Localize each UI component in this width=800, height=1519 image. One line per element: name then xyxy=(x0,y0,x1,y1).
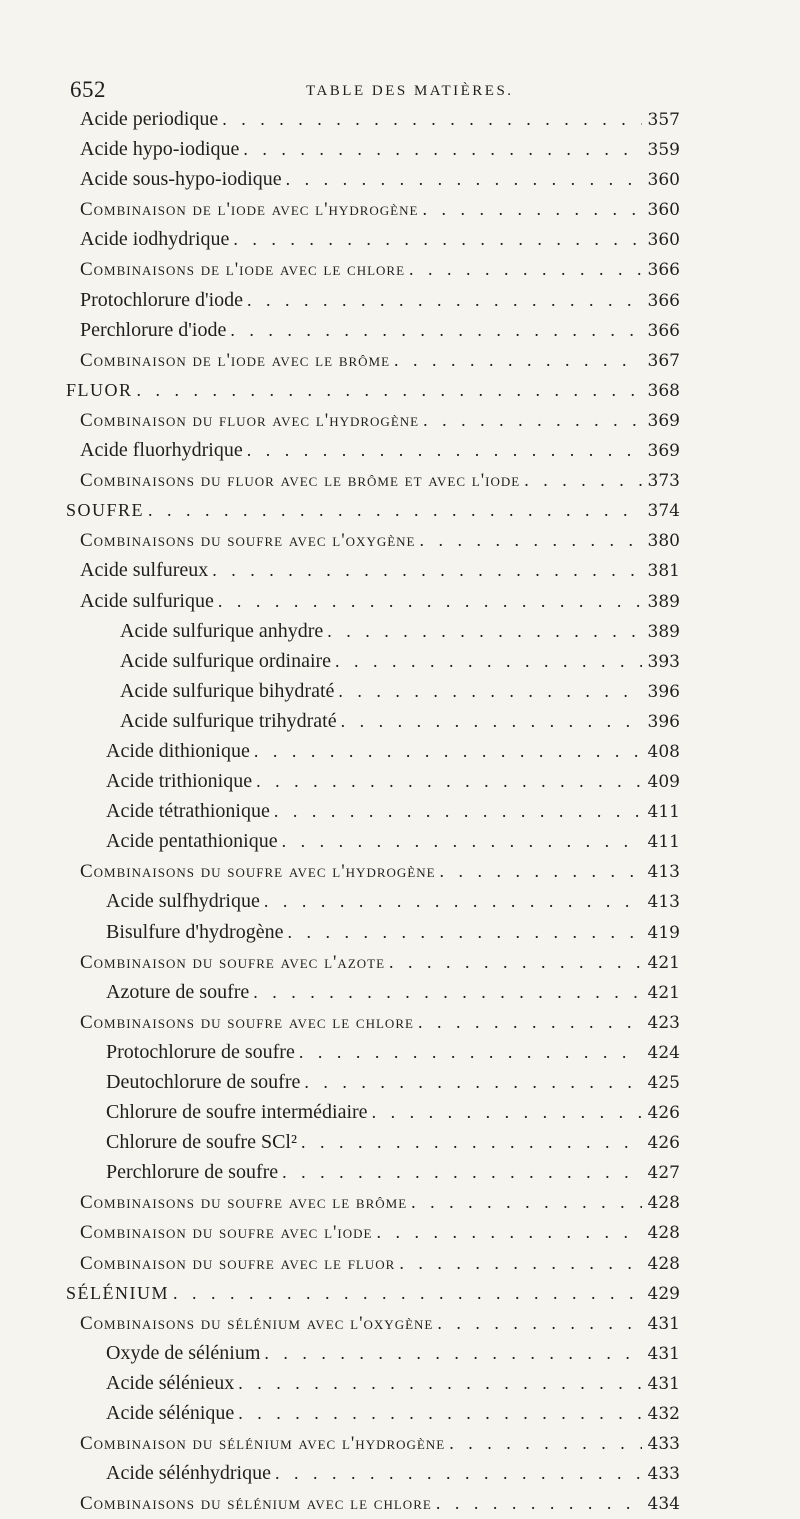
toc-entry-label: Protochlorure de soufre xyxy=(106,1040,295,1063)
toc-entry xyxy=(66,856,680,886)
toc-entry-page: 433 xyxy=(647,1464,680,1485)
toc-entry-label: Combinaisons de l'iode avec le chlore xyxy=(80,259,406,281)
toc-entry-page: 434 xyxy=(647,1494,680,1515)
toc-entry xyxy=(66,525,680,555)
dot-leader xyxy=(247,435,642,465)
toc-entry-page: 373 xyxy=(647,471,680,492)
toc-entry-page: 413 xyxy=(647,892,680,913)
toc-entry-label: Combinaisons du fluor avec le brôme et avec l'iode xyxy=(80,470,521,492)
toc-entry-page: 367 xyxy=(647,350,680,371)
dot-leader xyxy=(137,375,642,405)
toc-entry xyxy=(66,345,680,375)
dot-leader xyxy=(264,886,642,916)
toc-entry xyxy=(66,1338,680,1368)
dot-leader xyxy=(286,164,642,194)
toc-entry-page: 411 xyxy=(647,802,680,823)
toc-entry-label: Acide sélénieux xyxy=(106,1371,235,1394)
toc-entry-page: 433 xyxy=(647,1434,680,1455)
toc-entry-page: 421 xyxy=(647,952,680,973)
dot-leader xyxy=(222,104,641,134)
toc-entry xyxy=(66,1067,680,1097)
toc-entry-label: Combinaisons du soufre avec l'oxygène xyxy=(80,530,416,552)
dot-leader xyxy=(409,254,642,284)
toc-entry-page: 428 xyxy=(647,1193,680,1214)
toc-entry xyxy=(66,766,680,796)
toc-entry-page: 360 xyxy=(647,170,680,191)
toc-entry-label: SÉLÉNIUM xyxy=(66,1282,169,1303)
page-header xyxy=(70,76,680,104)
toc-entry-label: Acide sulfurique xyxy=(80,589,214,612)
dot-leader xyxy=(338,676,641,706)
toc-entry-page: 369 xyxy=(647,441,680,462)
toc-entry-page: 429 xyxy=(647,1283,680,1304)
dot-leader xyxy=(275,1458,642,1488)
toc-entry-label: Combinaison du fluor avec l'hydrogène xyxy=(80,409,420,431)
toc-entry-page: 428 xyxy=(647,1223,680,1244)
toc-entry-label: Acide tétrathionique xyxy=(106,800,270,823)
dot-leader xyxy=(256,766,641,796)
toc-entry-label: Acide dithionique xyxy=(106,739,250,762)
toc-entry-label: Acide trithionique xyxy=(106,770,253,793)
toc-entry xyxy=(66,405,680,435)
dot-leader xyxy=(449,1428,641,1458)
toc-entry-label: Combinaison de l'iode avec le brôme xyxy=(80,349,391,371)
toc-entry-label: Combinaisons du sélénium avec l'oxygène xyxy=(80,1312,434,1334)
toc-entry-page: 389 xyxy=(647,621,680,642)
toc-entry xyxy=(66,1097,680,1127)
toc-entry xyxy=(66,555,680,585)
toc-entry xyxy=(66,1398,680,1428)
toc-entry xyxy=(66,1248,680,1278)
toc-entry xyxy=(66,886,680,916)
toc-entry-label: Acide sélénique xyxy=(106,1402,235,1425)
dot-leader xyxy=(440,856,642,886)
toc-entry-page: 424 xyxy=(647,1042,680,1063)
toc-entry-label: Perchlorure de soufre xyxy=(106,1161,279,1184)
dot-leader xyxy=(212,555,641,585)
toc-entry xyxy=(66,826,680,856)
toc-entry xyxy=(66,917,680,947)
toc-entry xyxy=(66,1127,680,1157)
toc-entry-label: Acide sulfurique ordinaire xyxy=(120,649,332,672)
toc-entry-label: Acide sulfureux xyxy=(80,559,209,582)
toc-entry-page: 432 xyxy=(647,1404,680,1425)
toc-entry-label: Combinaison de l'iode avec l'hydrogène xyxy=(80,199,419,221)
toc-entry-label: Combinaison du soufre avec l'azote xyxy=(80,951,386,973)
toc-entry-page: 425 xyxy=(647,1073,680,1093)
toc-entry xyxy=(66,1187,680,1217)
dot-leader xyxy=(230,315,641,345)
toc-entry-page: 431 xyxy=(647,1343,680,1364)
toc-entry-label: Combinaisons du sélénium avec le chlore xyxy=(80,1493,432,1515)
toc-entry-page: 366 xyxy=(647,320,680,341)
dot-leader xyxy=(376,1217,641,1247)
toc-entry-label: Acide periodique xyxy=(80,108,219,130)
dot-leader xyxy=(299,1037,642,1067)
toc-entry-page: 366 xyxy=(647,260,680,281)
toc-entry-page: 360 xyxy=(647,230,680,251)
dot-leader xyxy=(341,706,642,736)
dot-leader xyxy=(247,285,642,315)
toc-entry xyxy=(66,1278,680,1308)
toc-entry-page: 396 xyxy=(647,711,680,732)
toc-entry-page: 421 xyxy=(647,982,680,1003)
toc-entry-label: Acide sulfurique bihydraté xyxy=(120,679,335,702)
dot-leader xyxy=(389,947,642,977)
dot-leader xyxy=(327,616,641,646)
toc-entry-page: 380 xyxy=(647,531,680,552)
toc-entry-page: 368 xyxy=(647,380,680,401)
toc-entry-label: Acide sélénhydrique xyxy=(106,1462,271,1485)
toc-entry xyxy=(66,375,680,405)
toc-entry xyxy=(66,1368,680,1398)
page-number: 652 xyxy=(70,77,106,102)
dot-leader xyxy=(372,1097,642,1127)
toc-entry xyxy=(66,977,680,1007)
toc-entry xyxy=(66,586,680,616)
toc-entry-page: 360 xyxy=(647,200,680,221)
toc-entry-label: FLUOR xyxy=(66,379,133,400)
toc-entry xyxy=(66,315,680,345)
toc-entry-page: 369 xyxy=(647,410,680,431)
running-title: TABLE DES MATIÈRES. xyxy=(306,83,514,99)
toc-entry xyxy=(66,1007,680,1037)
dot-leader xyxy=(233,224,641,254)
toc-entry xyxy=(66,465,680,495)
dot-leader xyxy=(282,826,642,856)
toc-entry xyxy=(66,194,680,224)
toc-entry-page: 393 xyxy=(647,651,680,672)
dot-leader xyxy=(282,1157,641,1187)
dot-leader xyxy=(524,465,641,495)
toc-entry-label: Acide iodhydrique xyxy=(80,228,230,251)
toc-entry-page: 428 xyxy=(647,1253,680,1274)
toc-entry-label: Combinaisons du soufre avec l'hydrogène xyxy=(80,861,436,883)
toc-entry-label: Acide sous-hypo-iodique xyxy=(80,168,282,191)
toc-entry-page: 431 xyxy=(647,1313,680,1334)
toc-entry-label: Acide sulfurique anhydre xyxy=(120,619,324,642)
toc-entry-label: Acide sulfurique trihydraté xyxy=(120,709,337,732)
toc-entry xyxy=(66,1458,680,1488)
toc-entry xyxy=(66,706,680,736)
dot-leader xyxy=(264,1338,641,1368)
dot-leader xyxy=(238,1398,641,1428)
dot-leader xyxy=(423,405,641,435)
toc-entry-label: Acide pentathionique xyxy=(106,830,278,853)
toc-entry xyxy=(66,1037,680,1067)
dot-leader xyxy=(436,1488,642,1518)
toc-entry xyxy=(66,796,680,826)
toc-entry-page: 427 xyxy=(647,1163,680,1184)
toc-entry xyxy=(66,435,680,465)
dot-leader xyxy=(148,495,642,525)
toc-entry-label: Bisulfure d'hydrogène xyxy=(106,920,284,943)
toc-entry-label: Oxyde de sélénium xyxy=(106,1341,261,1364)
toc-entry xyxy=(66,1488,680,1518)
toc-entry xyxy=(66,495,680,525)
dot-leader xyxy=(287,917,641,947)
dot-leader xyxy=(218,586,642,616)
toc-entry-page: 423 xyxy=(647,1012,680,1033)
toc-entry-label: Acide sulfhydrique xyxy=(106,890,260,913)
toc-entry-label: Perchlorure d'iode xyxy=(80,318,227,341)
dot-leader xyxy=(420,525,642,555)
toc-entry-page: 366 xyxy=(647,290,680,311)
toc-entry-label: Combinaison du soufre avec l'iode xyxy=(80,1222,373,1244)
toc-entry-page: 413 xyxy=(647,862,680,883)
toc-entry-page: 419 xyxy=(647,922,680,943)
toc-entry xyxy=(66,164,680,194)
dot-leader xyxy=(301,1127,642,1157)
toc-entry xyxy=(66,285,680,315)
toc-entry xyxy=(66,646,680,676)
toc-entry-page: 409 xyxy=(647,772,680,793)
dot-leader xyxy=(437,1308,641,1338)
toc-entry xyxy=(66,134,680,164)
toc-entry-page: 359 xyxy=(647,140,680,161)
toc-entry-label: Acide fluorhydrique xyxy=(80,439,243,462)
toc-entry-label: Combinaison du sélénium avec l'hydrogène xyxy=(80,1433,446,1455)
table-of-contents xyxy=(66,104,680,1518)
toc-entry xyxy=(66,104,680,134)
toc-entry-page: 374 xyxy=(647,501,680,522)
toc-entry xyxy=(66,1308,680,1338)
toc-entry-label: Deutochlorure de soufre xyxy=(106,1071,301,1093)
dot-leader xyxy=(304,1067,641,1097)
toc-entry-label: Combinaisons du soufre avec le chlore xyxy=(80,1011,414,1033)
toc-entry xyxy=(66,736,680,766)
toc-entry xyxy=(66,947,680,977)
dot-leader xyxy=(399,1248,641,1278)
toc-entry-label: Combinaison du soufre avec le fluor xyxy=(80,1252,396,1274)
toc-entry xyxy=(66,224,680,254)
toc-entry-page: 357 xyxy=(647,110,680,130)
toc-entry xyxy=(66,616,680,646)
toc-entry-page: 426 xyxy=(647,1133,680,1154)
toc-entry xyxy=(66,1217,680,1247)
toc-entry-page: 381 xyxy=(647,561,680,582)
toc-entry-page: 431 xyxy=(647,1373,680,1394)
toc-entry-page: 426 xyxy=(647,1103,680,1124)
toc-entry-label: SOUFRE xyxy=(66,500,145,521)
dot-leader xyxy=(173,1278,642,1308)
dot-leader xyxy=(394,345,642,375)
dot-leader xyxy=(238,1368,641,1398)
toc-entry xyxy=(66,1428,680,1458)
toc-entry-label: Chlorure de soufre intermédiaire xyxy=(106,1101,368,1124)
toc-entry-label: Combinaisons du soufre avec le brôme xyxy=(80,1192,408,1214)
dot-leader xyxy=(422,194,641,224)
toc-entry xyxy=(66,676,680,706)
toc-entry xyxy=(66,254,680,284)
toc-entry-label: Protochlorure d'iode xyxy=(80,288,244,311)
dot-leader xyxy=(335,646,642,676)
dot-leader xyxy=(418,1007,642,1037)
toc-entry-label: Acide hypo-iodique xyxy=(80,138,240,161)
toc-entry-label: Chlorure de soufre SCl² xyxy=(106,1131,297,1154)
dot-leader xyxy=(411,1187,641,1217)
toc-entry-page: 408 xyxy=(647,741,680,762)
dot-leader xyxy=(243,134,641,164)
toc-entry xyxy=(66,1157,680,1187)
toc-entry-page: 389 xyxy=(647,591,680,612)
dot-leader xyxy=(254,736,642,766)
dot-leader xyxy=(274,796,642,826)
toc-entry-label: Azoture de soufre xyxy=(106,980,250,1003)
toc-entry-page: 411 xyxy=(647,832,680,853)
toc-entry-page: 396 xyxy=(647,681,680,702)
dot-leader xyxy=(253,977,641,1007)
